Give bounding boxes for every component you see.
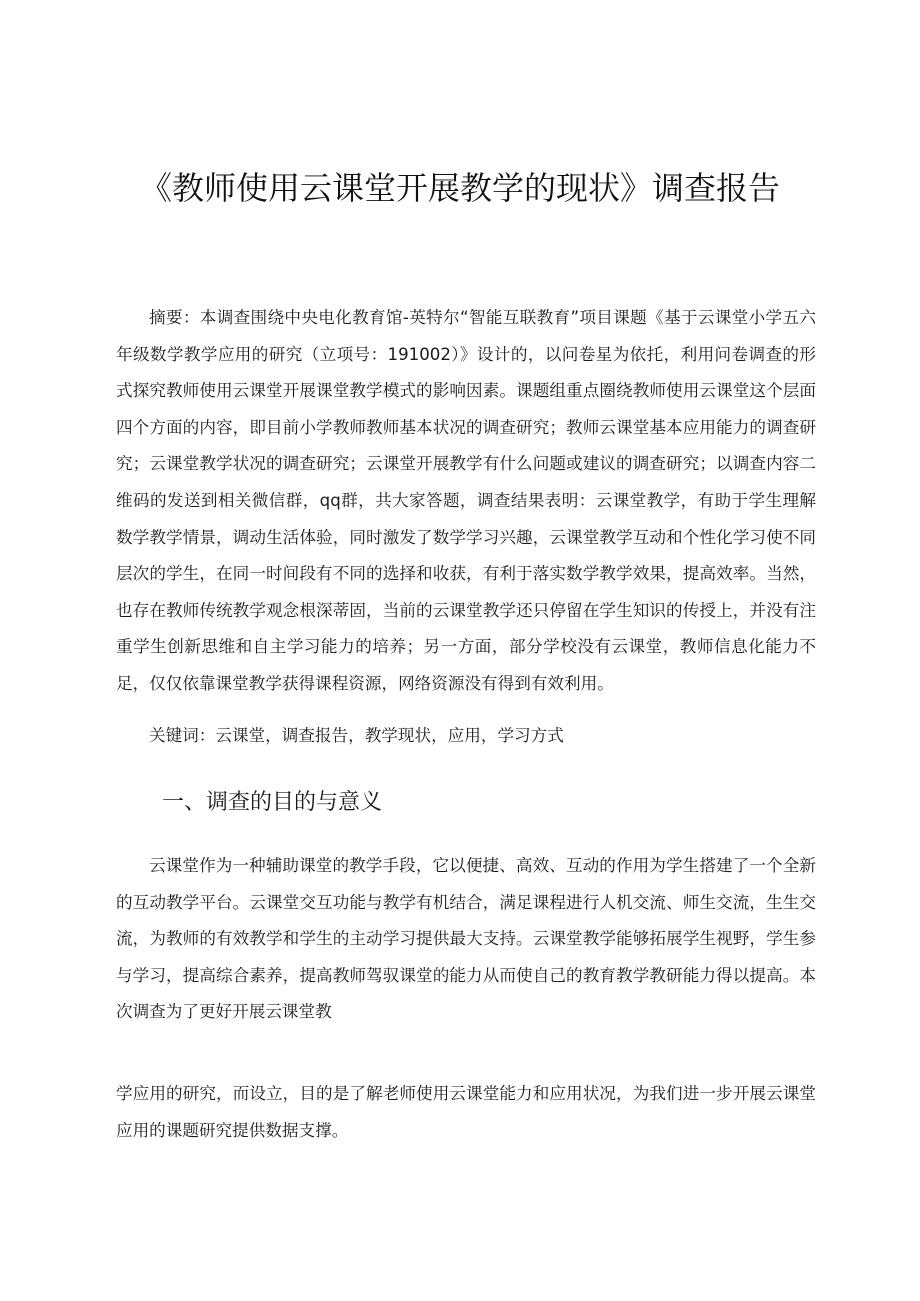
document-title: 《教师使用云课堂开展教学的现状》调查报告: [139, 169, 780, 207]
section-paragraph: 云课堂作为一种辅助课堂的教学手段，它以便捷、高效、互动的作用为学生搭建了一个全新的互动教学平台。云课堂交互功能与教学有机结合，满足课程进行人机交流、师生交流，生生交流，为教师的有效教学和学生的主动学习提供最大支持。云课堂教学能够拓展学生视野，学生参与学习，提高综合素养，提高教师驾驭课堂的能力从而使自己的教育教学教研能力得以提高。本次调查为了更好开展云课堂教: [116, 856, 816, 1022]
abstract-paragraph: 摘要：本调查围绕中央电化教育馆-英特尔“智能互联教育”项目课题《基于云课堂小学五六年级数学教学应用的研究（立项号：191002）》设计的，以问卷星为依托，利用问卷调查的形式探究教师使用云课堂开展课堂教学模式的影响因素。课题组重点圈绕教师使用云课堂这个层面四个方面的内容，即目前小学教师教师基本状况的调查研究；教师云课堂基本应用能力的调查研究；云课堂教学状况的调查研究；云课堂开展教学有什么问题或建议的调查研究；以调查内容二维码的发送到相关微信群，qq群，共大家答题，调查结果表明：云课堂教学，有助于学生理解数学教学情景，调动生活体验，同时激发了数学学习兴趣，云课堂教学互动和个性化学习使不同层次的学生，在同一时间段有不同的选择和收获，有利于落实数学教学效果，提高效率。当然，也存在教师传统教学观念根深蒂固，当前的云课堂教学还只停留在学生知识的传授上，并没有注重学生创新思维和自主学习能力的培养；另一方面，部分学校没有云课堂，教师信息化能力不足，仅仅依靠课堂教学获得课程资源，网络资源没有得到有效利用。: [116, 308, 816, 693]
keywords-line: 关键词：云课堂，调查报告，教学现状，应用，学习方式: [149, 726, 564, 745]
section-paragraph-continued: 学应用的研究，而设立，目的是了解老师使用云课堂能力和应用状况，为我们进一步开展云课堂应用的课题研究提供数据支撑。: [116, 1084, 816, 1140]
section-heading-purpose: 一、调查的目的与意义: [162, 790, 383, 815]
